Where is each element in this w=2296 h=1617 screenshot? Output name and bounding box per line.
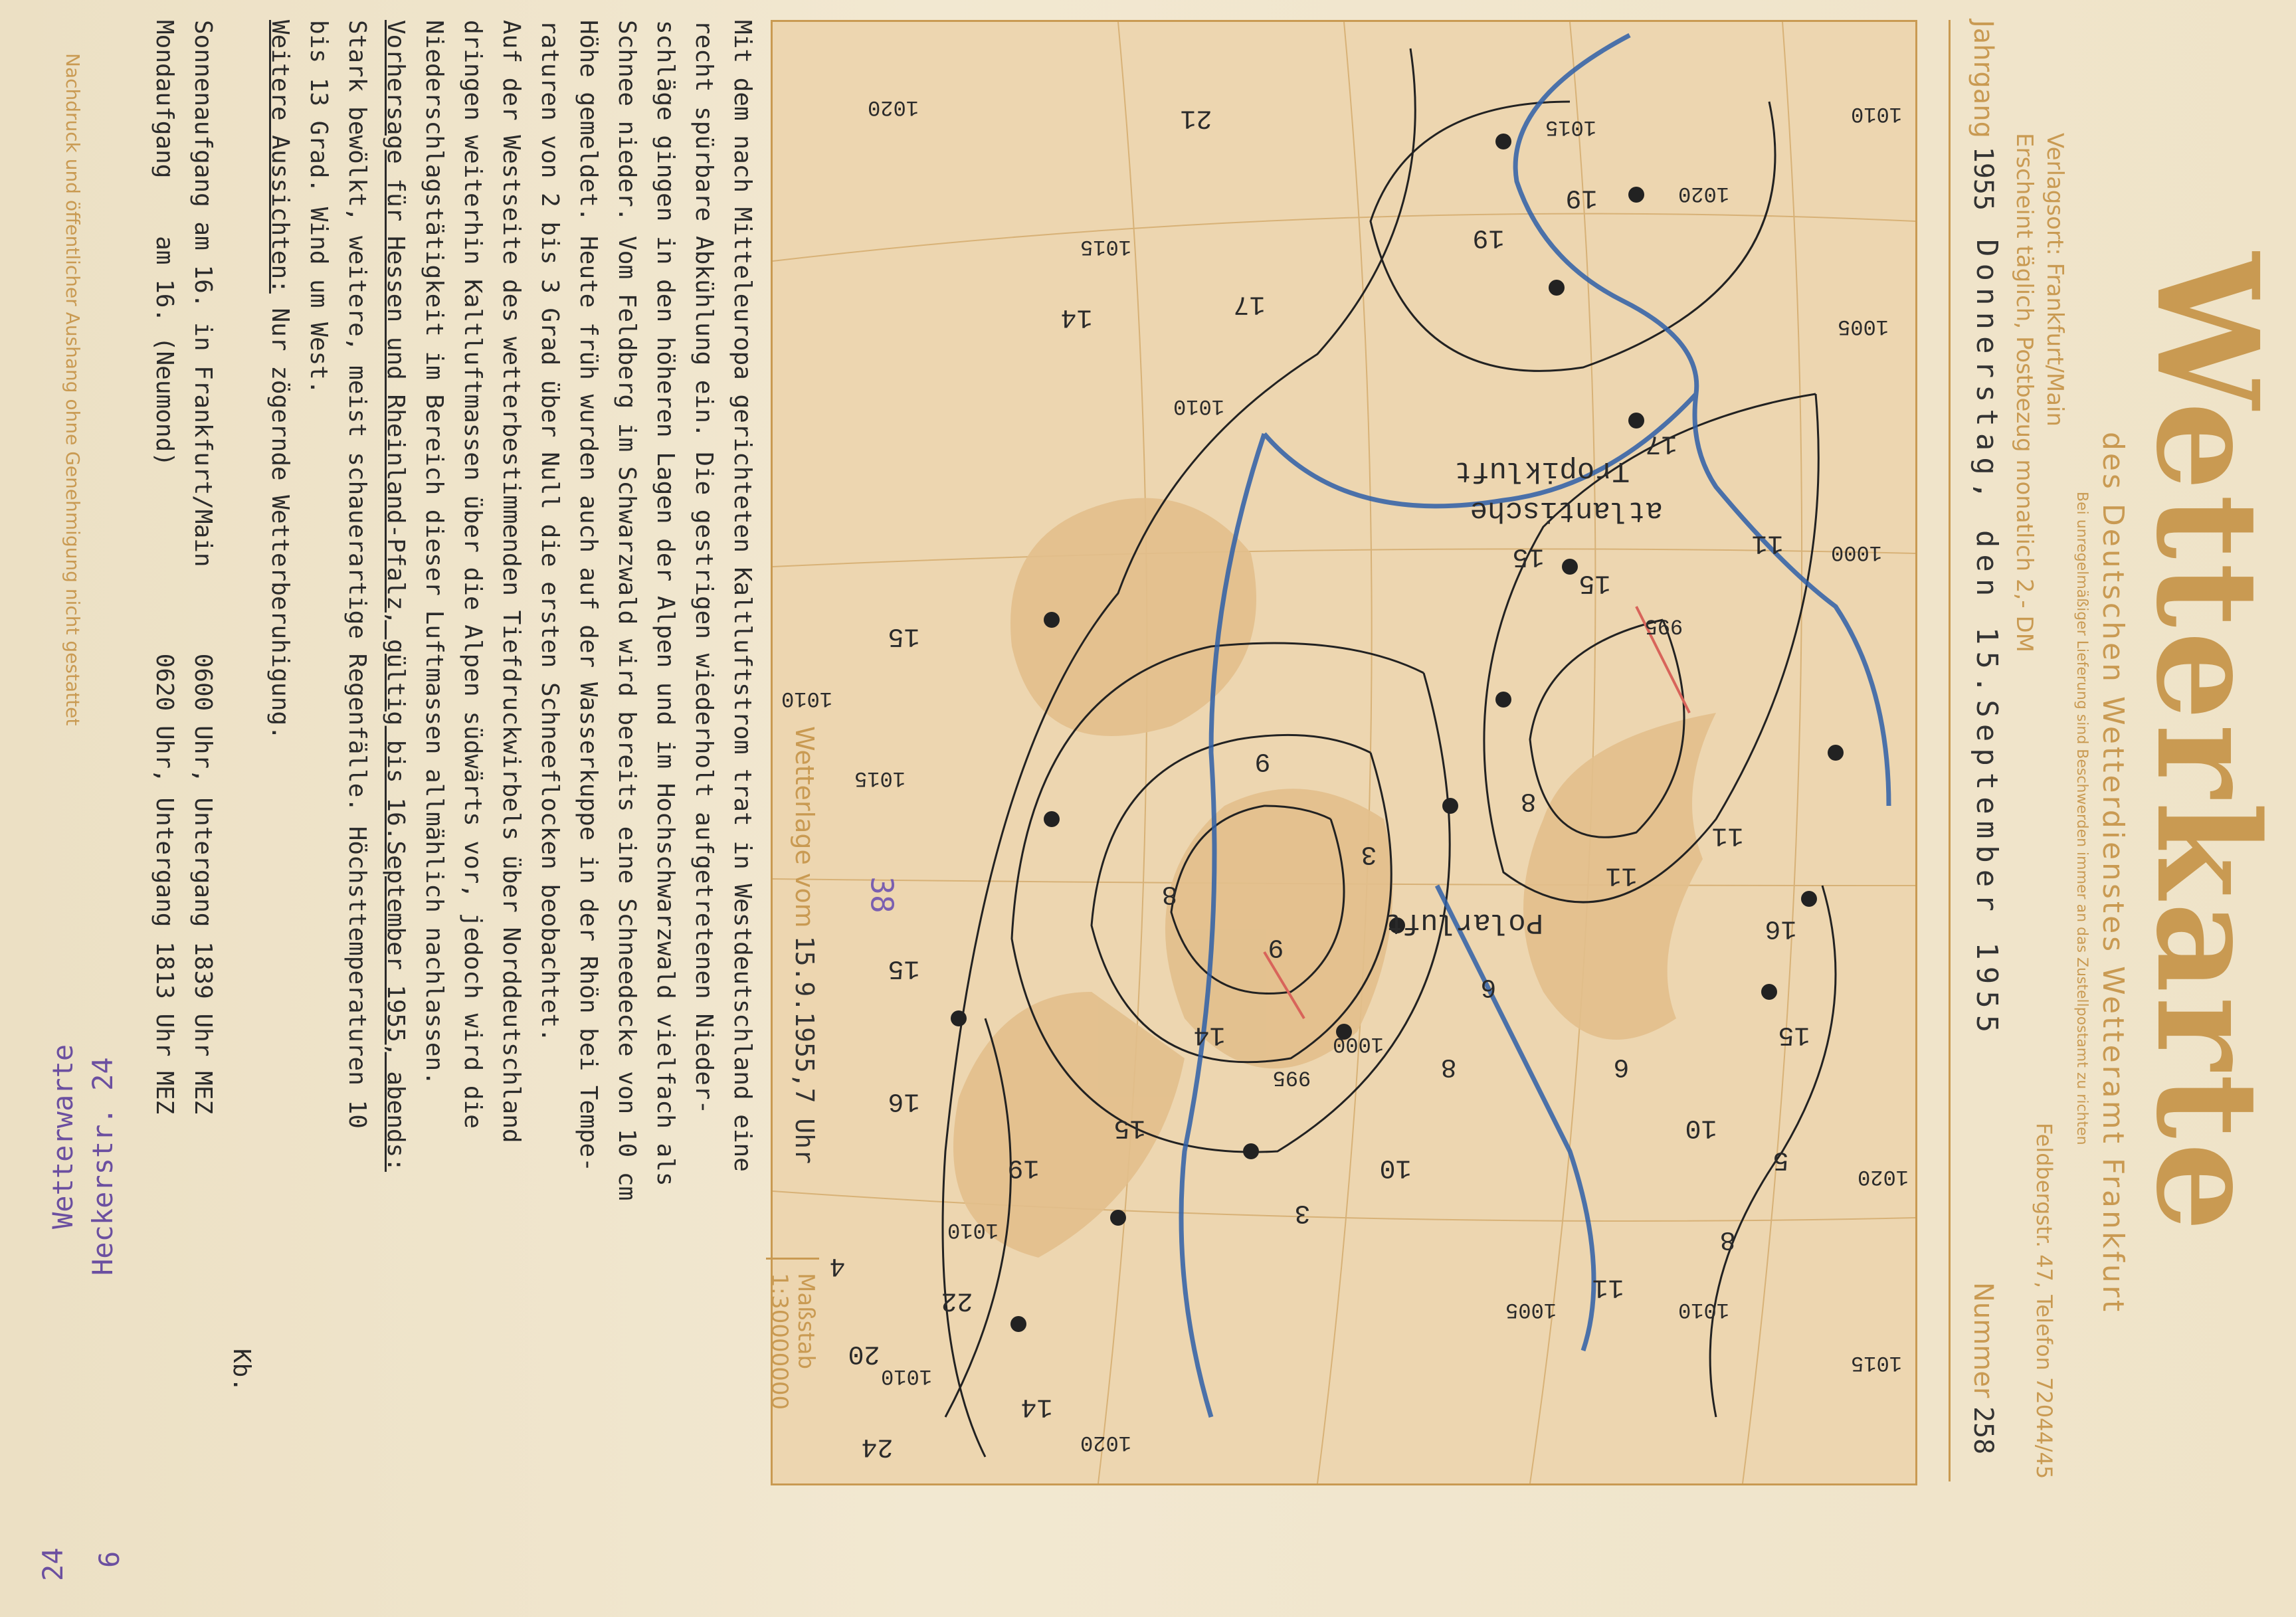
station-temperature: 15 xyxy=(888,953,920,983)
station-temperature: 11 xyxy=(1711,820,1744,850)
terrain-shading xyxy=(953,498,1716,1258)
publication-info xyxy=(2009,133,2070,652)
isobar-label: 1010 xyxy=(1678,1297,1729,1322)
wetterlage-value: 15.9.1955,7 Uhr xyxy=(790,935,819,1164)
sun-times: Sonnenaufgang am 16. in Frankfurt/Main 0600 Uhr, Untergang 1839 Uhr MEZ xyxy=(189,20,217,1115)
wetterlage-label: Wetterlage vom xyxy=(790,726,819,928)
station-temperature: 3 xyxy=(1294,1197,1311,1228)
wetterlage xyxy=(790,726,819,1164)
station-temperature: 9 xyxy=(1268,931,1284,962)
isobar-label: 1010 xyxy=(1851,101,1902,126)
station-temperature: 11 xyxy=(1605,860,1638,890)
isobar-label: 1010 xyxy=(881,1363,932,1388)
weather-map xyxy=(766,20,1917,1485)
isobar-label: 1020 xyxy=(1080,1430,1131,1455)
jahrgang xyxy=(1968,20,1998,211)
contact-info: Feldbergstr. 47, Telefon 72044/45 xyxy=(2032,1123,2057,1479)
report-line: Stark bewölkt, weitere, meist schauerartige Regenfälle. Höchsttemperaturen 10 xyxy=(343,20,371,1129)
report-line: dringen weiterhin Kaltluftmassen über die Alpen südwärts vor, jedoch wird die xyxy=(459,20,486,1129)
station-temperature: 15 xyxy=(1512,541,1545,571)
station-temperature: 19 xyxy=(1565,182,1598,213)
isobar-label: 1005 xyxy=(1505,1297,1557,1322)
stamp-wetterwarte: Wetterwarte xyxy=(47,1044,79,1229)
masthead-subtitle: des Deutschen Wetterdienstes Wetteramt Frankfurt xyxy=(2096,432,2130,1315)
station-temperature: 14 xyxy=(1060,302,1093,332)
jahrgang-value: 1955 xyxy=(1968,146,1998,211)
report-line: Höhe gemeldet. Heute früh wurden auch auf der Wasserkuppe in der Rhön bei Tempe- xyxy=(575,20,602,1172)
isobars xyxy=(943,48,1836,1457)
station-temperature: 6 xyxy=(1613,1051,1630,1082)
delivery-notice: Bei unregelmäßiger Lieferung sind Beschwerden immer an das Zustellpostamt zu richten xyxy=(2073,492,2090,1145)
isobar-label: 1005 xyxy=(1838,314,1889,339)
nummer-value: 258 xyxy=(1968,1406,1998,1455)
isobar-label: 1020 xyxy=(868,94,919,120)
station-temperature: 19 xyxy=(1007,1152,1040,1183)
isobar-label: 1020 xyxy=(1678,181,1729,206)
isobar-label: 1000 xyxy=(1333,1031,1384,1056)
issue-number xyxy=(1968,1282,1998,1454)
isobar-label: 995 xyxy=(1644,613,1683,638)
isobar-label: 1015 xyxy=(1851,1350,1902,1375)
station-temperature: 3 xyxy=(1361,838,1377,869)
outlook xyxy=(260,20,299,1515)
masthead xyxy=(2073,252,2289,1315)
outlook-heading: Weitere Aussichten: xyxy=(266,20,294,294)
station-temperature: 4 xyxy=(829,1250,846,1281)
report-line: Mit dem nach Mitteleuropa gerichteten Kaltluftstrom trat in Westdeutschland eine xyxy=(729,20,756,1172)
weather-report xyxy=(145,20,761,1515)
airmass-label-atlantische: atlantische xyxy=(1470,494,1663,527)
station-temperature: 16 xyxy=(888,1086,920,1116)
isobar-label: 1015 xyxy=(854,765,906,791)
station-temperature: 9 xyxy=(1254,745,1271,776)
isobar-label: 1010 xyxy=(1173,393,1224,419)
outlook-text: Nur zögernde Wetterberuhigung. xyxy=(266,308,294,740)
station-temperature: 8 xyxy=(1719,1224,1736,1254)
station-temperature: 15 xyxy=(1578,567,1611,598)
station-temperature: 17 xyxy=(1233,288,1266,319)
stamp-number-b: 6 xyxy=(93,1551,126,1568)
station-temperature: 5 xyxy=(1772,1144,1789,1175)
stamp-address: Heckerstr. 24 xyxy=(86,1057,119,1276)
report-line: raturen von 2 bis 3 Grad über Null die ersten Schneeflocken beobachtet. xyxy=(536,20,563,1042)
report-paragraph-2 xyxy=(415,20,530,1515)
stamp-number-a: 24 xyxy=(37,1547,69,1581)
isobar-label: 1015 xyxy=(1080,234,1131,259)
isobar-label: 1000 xyxy=(1831,539,1882,565)
isobar-label: 1020 xyxy=(1858,1164,1909,1189)
signature: Kb. xyxy=(228,1349,255,1392)
masthead-title: Wetterkarte xyxy=(2125,252,2289,1236)
station-temperature: 16 xyxy=(1765,913,1797,943)
isobar-label: 995 xyxy=(1272,1065,1311,1090)
station-temperature: 14 xyxy=(1020,1391,1053,1422)
station-temperature: 17 xyxy=(1645,428,1677,458)
station-temperature: 11 xyxy=(1751,527,1784,558)
station-temperature: 11 xyxy=(1592,1272,1624,1302)
erscheint: Erscheint täglich, Postbezug monatlich 2,- DM xyxy=(2011,133,2038,652)
fronts xyxy=(1181,35,1889,1417)
station-temperature: 8 xyxy=(1440,1051,1457,1082)
station-temperature: 8 xyxy=(1520,785,1537,816)
station-temperature: 24 xyxy=(861,1431,894,1462)
report-line: Schnee nieder. Vom Feldberg im Schwarzwald wird bereits eine Schneedecke von 10 cm xyxy=(613,20,640,1201)
station-temperature: 20 xyxy=(848,1338,880,1369)
verlagsort: Verlagsort: Frankfurt/Main xyxy=(2042,133,2068,427)
report-line: Auf der Westseite des wetterbestimmenden Tiefdruckwirbels über Norddeutschland xyxy=(498,20,525,1143)
weather-map-graphic xyxy=(773,22,1915,1483)
isobar-label: 1015 xyxy=(1545,114,1596,140)
footer-notice: Nachdruck und öffentlicher Aushang ohne Genehmigung nicht gestattet xyxy=(62,53,84,726)
moon-times: Mondaufgang am 16. (Neumond) 0620 Uhr, Untergang 1813 Uhr MEZ xyxy=(151,20,178,1115)
station-temperature: 15 xyxy=(1113,1112,1146,1143)
station-temperature: 15 xyxy=(888,620,920,651)
report-line: schläge gingen in den höheren Lagen der Alpen und im Hochschwarzwald vielfach als xyxy=(652,20,679,1187)
issue-date: Donnerstag, den 15.September 1955 xyxy=(1970,239,2004,1040)
station-temperature: 14 xyxy=(1193,1019,1226,1050)
page-number-mark: 38 xyxy=(864,876,900,913)
station-temperature: 15 xyxy=(1778,1019,1810,1050)
issue-bar xyxy=(1949,20,2010,1481)
report-line: bis 13 Grad. Wind um West. xyxy=(305,20,332,395)
report-paragraph-1 xyxy=(530,20,761,1515)
forecast-heading: Vorhersage für Hessen und Rheinland-Pfalz, gültig bis 16.September 1955, abends: xyxy=(382,20,409,1172)
station-temperature: 10 xyxy=(1379,1152,1412,1183)
report-line: recht spürbare Abkühlung ein. Die gestrigen wiederholt aufgetretenen Nieder- xyxy=(690,20,718,1115)
airmass-label-polarluft: Polarluft xyxy=(1385,905,1543,939)
isobar-label: 1010 xyxy=(947,1217,999,1242)
station-temperature: 10 xyxy=(1685,1112,1717,1143)
station-temperature: 8 xyxy=(1161,878,1178,909)
station-temperature: 6 xyxy=(1480,971,1497,1002)
map-scale: Maßstab 1:30000000 xyxy=(766,1258,819,1483)
station-temperature: 19 xyxy=(1472,222,1505,252)
nummer-label: Nummer xyxy=(1968,1282,1998,1398)
station-temperature: 21 xyxy=(1180,102,1212,133)
forecast-text xyxy=(299,20,376,1515)
airmass-label-tropikluft: Tropikluft xyxy=(1454,454,1630,487)
report-line: Niederschlagstätigkeit im Bereich dieser Luftmassen allmählich nachlassen. xyxy=(421,20,448,1086)
isobar-label: 1010 xyxy=(781,686,832,711)
jahrgang-label: Jahrgang xyxy=(1968,20,1998,139)
station-temperature: 22 xyxy=(941,1285,973,1315)
